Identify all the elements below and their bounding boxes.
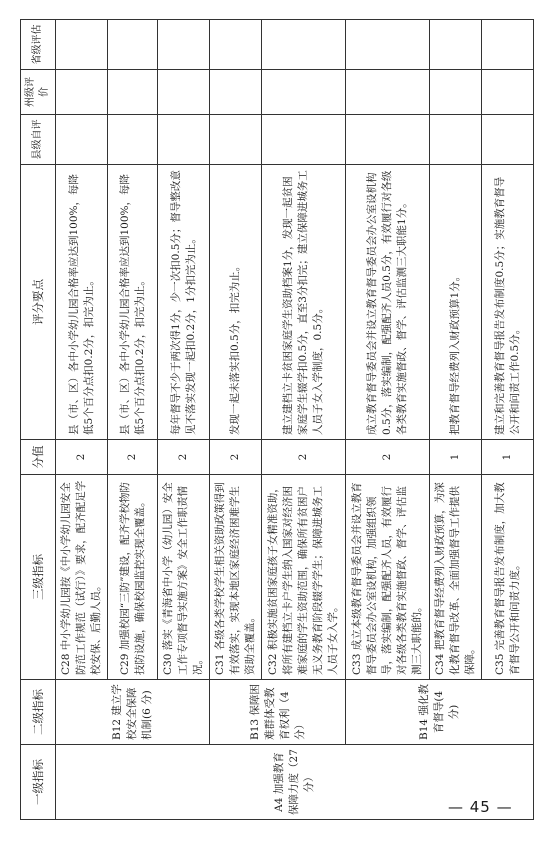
- c31-county: [210, 115, 262, 165]
- c35-prefecture: [482, 70, 534, 115]
- c29-prefecture: [108, 70, 158, 115]
- c30-points: 每年督导不少于两次得1分，少一次扣0.5分；督导整改意见不落实发现一起扣0.2分，1分扣完为止。: [158, 165, 210, 440]
- c34-score: 1: [430, 440, 482, 475]
- c32-prefecture: [262, 70, 346, 115]
- c30-score: 2: [158, 440, 210, 475]
- c29-county: [108, 115, 158, 165]
- c33-text: C33 成立本级教育督导委员会并设立教育督导委员会办公室设机构，加强组织领导，落实编制，配强配齐人员，有效履行对各级各类教育实施督政、督学、评估监测三大职能的。: [346, 475, 430, 680]
- c34-county: [430, 115, 482, 165]
- c32-text: C32 积极实施贫困家庭孩子女精准资助，将所有建档立卡户学生纳入国家对经济困难家庭的学生资助范围，确保所有贫困户无义务教育阶段辍学学生；保障进城务工人员子女入学。: [262, 475, 346, 680]
- c34-points: 把教育督导经费列入财政预算1分。: [430, 165, 482, 440]
- c35-county: [482, 115, 534, 165]
- c35-score: 1: [482, 440, 534, 475]
- c29-province: [108, 20, 158, 70]
- c35-points: 建立和完善教育督导报告发布制度0.5分；实施教育督导公开和问责工作0.5分。: [482, 165, 534, 440]
- table-row: [210, 20, 262, 820]
- c28-points: 县（市、区）各中小学幼儿园合格率应达到100%，每降低5个百分点扣0.2分，扣完为止。: [56, 165, 108, 440]
- c30-prefecture: [158, 70, 210, 115]
- header-score: 分值: [21, 440, 56, 475]
- c29-points: 县（市、区）各中小学幼儿园合格率应达到100%，每降低5个百分点扣0.2分，扣完为止。: [108, 165, 158, 440]
- c28-text: C28 中小学幼儿园按《中小学幼儿园安全防范工作规范（试行）》要求，配齐配足学校安保、后勤人员。: [56, 475, 108, 680]
- level1-a4: A4 加强教育保障力度（27分）: [56, 745, 534, 820]
- header-province: 省级评估: [21, 20, 56, 70]
- c31-text: C31 各级各类学校学生相关资助政策得到有效落实，实现本地区家庭经济困难学生资助全覆盖。: [210, 475, 262, 680]
- header-level2: 二级指标: [21, 680, 56, 745]
- c30-county: [158, 115, 210, 165]
- level2-b14: B14 强化教育督导(4 分): [346, 680, 534, 745]
- c31-prefecture: [210, 70, 262, 115]
- header-level1: 一级指标: [21, 745, 56, 820]
- c28-prefecture: [56, 70, 108, 115]
- c32-score: 2: [262, 440, 346, 475]
- c29-text: C29 加强校园“三防”建设，配齐学校物防技防设施，确保校园监控实现全覆盖。: [108, 475, 158, 680]
- c29-score: 2: [108, 440, 158, 475]
- c28-county: [56, 115, 108, 165]
- c28-score: 2: [56, 440, 108, 475]
- c34-province: [430, 20, 482, 70]
- c32-points: 建立建档立卡贫困家庭学生资助档案1分，发现一起贫困家庭学生辍学扣0.5分，直至3分扣完；建立保障进城务工人员子女入学制度，0.5分。: [262, 165, 346, 440]
- c35-text: C35 完善教育督导报告发布制度，加大教育督导公开和问责力度。: [482, 475, 534, 680]
- c28-province: [56, 20, 108, 70]
- evaluation-table: [20, 19, 534, 820]
- header-prefecture: 州级评价: [21, 70, 56, 115]
- header-county: 县级自评: [21, 115, 56, 165]
- c33-county: [346, 115, 430, 165]
- table-row: [346, 20, 430, 820]
- c33-score: 2: [346, 440, 430, 475]
- c35-province: [482, 20, 534, 70]
- header-level3: 三级指标: [21, 475, 56, 680]
- page-number: — 45 —: [448, 798, 513, 816]
- c33-prefecture: [346, 70, 430, 115]
- c31-province: [210, 20, 262, 70]
- c30-text: C30 落实《青海省中小学（幼儿园）安全工作专项督导实施方案》安全工作职责情况。: [158, 475, 210, 680]
- level2-b12: B12 建立学校安全保障机制(6 分): [56, 680, 210, 745]
- c34-prefecture: [430, 70, 482, 115]
- c34-text: C34 把教育督导经费列入财政预算，为深化教育督导改革、全面加强督导工作提供保障。: [430, 475, 482, 680]
- c33-points: 成立教育督导委员会并设立教育督导委员会办公室设机构0.5分，落实编制，配强配齐人员0.5分，有效履行对各级各类教育实施督政、督学、评估监测三大职能1分。: [346, 165, 430, 440]
- rotated-table-page: [0, 20, 532, 820]
- c33-province: [346, 20, 430, 70]
- level2-b13: B13 保障困难群体受教育权利（4分）: [210, 680, 346, 745]
- header-points: 评分要点: [21, 165, 56, 440]
- table-row: [56, 20, 108, 820]
- header-row: [21, 20, 56, 820]
- c32-province: [262, 20, 346, 70]
- c30-province: [158, 20, 210, 70]
- c32-county: [262, 115, 346, 165]
- c31-points: 发现一起未落实扣0.5分，扣完为止。: [210, 165, 262, 440]
- c31-score: 2: [210, 440, 262, 475]
